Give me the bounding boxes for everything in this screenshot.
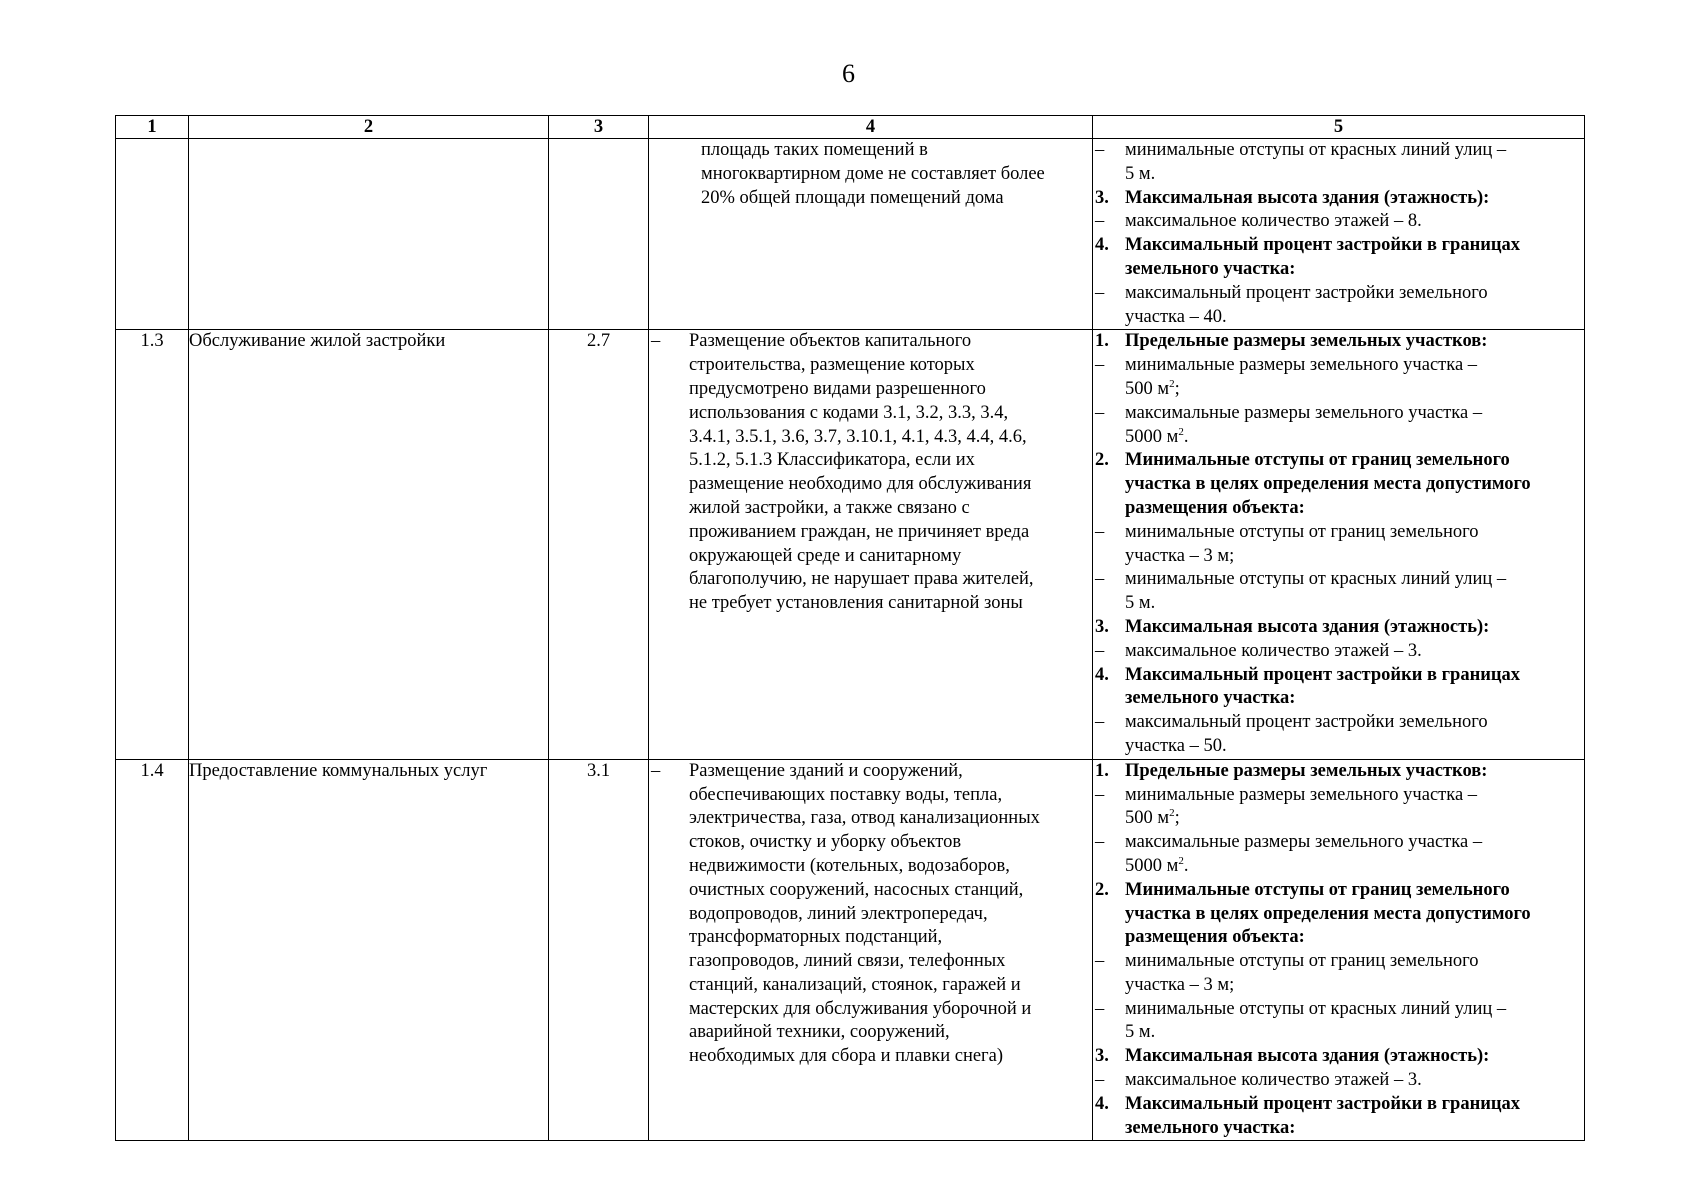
item-number: 4.: [1095, 235, 1109, 256]
list-item: [1093, 521, 1584, 545]
text-line: 3.4.1, 3.5.1, 3.6, 3.7, 3.10.1, 4.1, 4.3, 4.4, 4.6,: [689, 426, 1027, 447]
numbered-heading: [1093, 187, 1584, 211]
table-header-row: [116, 116, 1585, 139]
dash-marker: –: [1095, 712, 1105, 733]
code-cell: [549, 139, 649, 330]
item-number: 1.: [1095, 760, 1109, 781]
list-item: [1093, 545, 1584, 569]
text-line: газопроводов, линий связи, телефонных: [689, 951, 1006, 972]
numbered-heading: [1093, 330, 1584, 354]
header-col-1: 1: [116, 116, 189, 139]
item-text: минимальные отступы от красных линий улиц –: [1125, 998, 1507, 1019]
item-text: минимальные отступы от границ земельного: [1125, 951, 1479, 972]
item-number: [1093, 258, 1125, 282]
code-cell: 2.7: [549, 330, 649, 759]
table-row: [116, 139, 1585, 330]
heading-text: Минимальные отступы от границ земельного: [1125, 879, 1510, 900]
numbered-heading: [1093, 664, 1584, 688]
numbered-heading: [1093, 258, 1584, 282]
item-text: максимальное количество этажей – 8.: [1125, 211, 1422, 232]
item-number: 3.: [1095, 616, 1109, 637]
row-number-cell: [116, 139, 189, 330]
item-text: 5 м.: [1125, 163, 1156, 184]
item-number: 1.: [1095, 331, 1109, 352]
list-item: [1093, 426, 1584, 450]
heading-text: Предельные размеры земельных участков:: [1125, 331, 1488, 352]
item-number: [1093, 687, 1125, 711]
parameters-cell: [1093, 330, 1585, 759]
item-text: максимальные размеры земельного участка –: [1125, 402, 1483, 423]
dash-marker: –: [1095, 832, 1105, 853]
text-line: жилой застройки, а также связано с: [689, 497, 970, 518]
list-item: [1093, 139, 1584, 163]
heading-text: земельного участка:: [1125, 258, 1296, 279]
list-item: [1093, 210, 1584, 234]
text-line: Размещение объектов капитального: [689, 331, 972, 352]
parameters-list: [1093, 760, 1584, 1141]
item-number: 2.: [1095, 879, 1109, 900]
item-text: 5 м.: [1125, 1022, 1156, 1043]
list-item: [1093, 402, 1584, 426]
dash-marker: –: [1095, 140, 1105, 160]
zoning-regulations-table: [115, 115, 1585, 1141]
item-text: 5 м.: [1125, 593, 1156, 614]
numbered-heading: [1093, 449, 1584, 473]
text-line: станций, канализаций, стоянок, гаражей и: [689, 974, 1021, 995]
list-item: [1093, 807, 1584, 831]
text-line: водопроводов, линий электропередач,: [689, 903, 988, 924]
dash-marker: [1093, 1021, 1125, 1045]
item-text: 5000 $м^2$.: [1125, 854, 1189, 876]
description-cell: [649, 139, 1093, 330]
dash-marker: [1093, 855, 1125, 879]
use-name-cell: Обслуживание жилой застройки: [189, 330, 549, 759]
text-line: окружающей среде и санитарному: [689, 545, 962, 566]
dash-marker: –: [651, 331, 661, 352]
list-item: [1093, 378, 1584, 402]
dash-marker: –: [1095, 784, 1105, 805]
code-cell: 3.1: [549, 759, 649, 1141]
text-line: размещение необходимо для обслуживания: [689, 474, 1032, 495]
heading-text: участка в целях определения места допустимого: [1125, 903, 1531, 924]
use-name-cell: Предоставление коммунальных услуг: [189, 759, 549, 1141]
list-item: [1093, 1069, 1584, 1093]
description-text: [689, 760, 1092, 1069]
heading-text: размещения объекта:: [1125, 497, 1305, 518]
item-text: максимальный процент застройки земельного: [1125, 282, 1488, 303]
heading-text: участка в целях определения места допустимого: [1125, 474, 1531, 495]
item-number: 3.: [1095, 187, 1109, 208]
dash-marker: –: [1095, 402, 1105, 423]
description-text: [689, 330, 1092, 616]
item-text: максимальные размеры земельного участка –: [1125, 832, 1483, 853]
heading-text: Минимальные отступы от границ земельного: [1125, 450, 1510, 471]
list-item: [1093, 592, 1584, 616]
item-text: минимальные отступы от красных линий улиц –: [1125, 140, 1507, 160]
heading-text: Максимальная высота здания (этажность):: [1125, 1046, 1490, 1067]
dash-marker: –: [651, 760, 661, 781]
item-text: 500 $м^2$;: [1125, 377, 1180, 399]
item-number: [1093, 903, 1125, 927]
page-number: 6: [842, 59, 855, 88]
dash-marker: –: [1095, 355, 1105, 376]
numbered-heading: [1093, 1093, 1584, 1117]
item-text: участка – 3 м;: [1125, 545, 1235, 566]
parameters-list: [1093, 139, 1584, 329]
superscript: 2: [1178, 854, 1184, 867]
description-text: [649, 139, 1092, 210]
dash-marker: [1093, 306, 1125, 330]
table-row: [116, 759, 1585, 1141]
item-text: минимальные отступы от красных линий улиц –: [1125, 569, 1507, 590]
numbered-heading: [1093, 1045, 1584, 1069]
dash-marker: –: [1095, 998, 1105, 1019]
text-line: аварийной техники, сооружений,: [689, 1022, 950, 1043]
dash-marker: [1093, 163, 1125, 187]
item-text: максимальное количество этажей – 3.: [1125, 640, 1422, 661]
dash-marker: –: [1095, 569, 1105, 590]
superscript: 2: [1178, 425, 1184, 438]
item-text: максимальное количество этажей – 3.: [1125, 1070, 1422, 1091]
text-line: площадь таких помещений в: [701, 140, 928, 160]
heading-text: Максимальный процент застройки в границах: [1125, 1093, 1521, 1114]
heading-text: Максимальная высота здания (этажность):: [1125, 616, 1490, 637]
text-line: очистных сооружений, насосных станций,: [689, 879, 1024, 900]
list-item: [1093, 282, 1584, 306]
list-item: [1093, 163, 1584, 187]
dash-marker: –: [1095, 1070, 1105, 1091]
text-line: обеспечивающих поставку воды, тепла,: [689, 784, 1003, 805]
dash-marker: [1093, 592, 1125, 616]
text-line: благополучию, не нарушает права жителей,: [689, 569, 1034, 590]
list-item: [1093, 831, 1584, 855]
text-line: проживанием граждан, не причиняет вреда: [689, 521, 1030, 542]
list-item: [1093, 735, 1584, 759]
item-text: максимальный процент застройки земельного: [1125, 712, 1488, 733]
item-number: 4.: [1095, 664, 1109, 685]
item-text: участка – 40.: [1125, 306, 1227, 327]
list-item: [1093, 354, 1584, 378]
numbered-heading: [1093, 760, 1584, 784]
item-number: 3.: [1095, 1046, 1109, 1067]
heading-text: Максимальная высота здания (этажность):: [1125, 187, 1490, 208]
heading-text: земельного участка:: [1125, 688, 1296, 709]
heading-text: размещения объекта:: [1125, 927, 1305, 948]
dash-marker: [1093, 807, 1125, 831]
list-item: [1093, 711, 1584, 735]
heading-text: земельного участка:: [1125, 1117, 1296, 1138]
superscript: 2: [1169, 807, 1175, 820]
text-line: Размещение зданий и сооружений,: [689, 760, 963, 781]
item-text: участка – 3 м;: [1125, 974, 1235, 995]
item-text: минимальные отступы от границ земельного: [1125, 521, 1479, 542]
numbered-heading: [1093, 879, 1584, 903]
numbered-heading: [1093, 616, 1584, 640]
dash-marker: –: [1095, 211, 1105, 232]
numbered-heading: [1093, 926, 1584, 950]
text-line: не требует установления санитарной зоны: [689, 593, 1023, 614]
dash-marker: –: [1095, 951, 1105, 972]
item-number: 2.: [1095, 450, 1109, 471]
dash-marker: [1093, 426, 1125, 450]
description-cell: [649, 759, 1093, 1141]
list-item: [1093, 784, 1584, 808]
text-line: трансформаторных подстанций,: [689, 927, 943, 948]
numbered-heading: [1093, 1117, 1584, 1141]
numbered-heading: [1093, 687, 1584, 711]
header-col-2: 2: [189, 116, 549, 139]
parameters-cell: [1093, 759, 1585, 1141]
heading-text: Максимальный процент застройки в границах: [1125, 235, 1521, 256]
numbered-heading: [1093, 903, 1584, 927]
dash-marker: [1093, 735, 1125, 759]
parameters-cell: [1093, 139, 1585, 330]
table-row: [116, 330, 1585, 759]
parameters-list: [1093, 330, 1584, 758]
item-text: 500 $м^2$;: [1125, 807, 1180, 829]
header-col-3: 3: [549, 116, 649, 139]
dash-marker: [1093, 378, 1125, 402]
row-number-cell: 1.3: [116, 330, 189, 759]
numbered-heading: [1093, 473, 1584, 497]
text-line: строительства, размещение которых: [689, 355, 975, 376]
text-line: многоквартирном доме не составляет более: [701, 163, 1045, 184]
row-number-cell: 1.4: [116, 759, 189, 1141]
item-number: [1093, 473, 1125, 497]
dash-marker: –: [1095, 282, 1105, 303]
list-item: [1093, 974, 1584, 998]
text-line: стоков, очистку и уборку объектов: [689, 832, 962, 853]
header-col-5: 5: [1093, 116, 1585, 139]
text-line: 5.1.2, 5.1.3 Классификатора, если их: [689, 450, 975, 471]
item-text: минимальные размеры земельного участка –: [1125, 784, 1478, 805]
list-item: [1093, 568, 1584, 592]
description-cell: [649, 330, 1093, 759]
heading-text: Максимальный процент застройки в границах: [1125, 664, 1521, 685]
text-line: недвижимости (котельных, водозаборов,: [689, 855, 1010, 876]
text-line: предусмотрено видами разрешенного: [689, 378, 986, 399]
heading-text: Предельные размеры земельных участков:: [1125, 760, 1488, 781]
item-text: участка – 50.: [1125, 735, 1227, 756]
item-text: 5000 $м^2$.: [1125, 425, 1189, 447]
list-item: [1093, 1021, 1584, 1045]
text-line: использования с кодами 3.1, 3.2, 3.3, 3.4,: [689, 402, 1009, 423]
list-item: [1093, 950, 1584, 974]
superscript: 2: [1169, 377, 1175, 390]
dash-marker: [1093, 974, 1125, 998]
item-number: [1093, 926, 1125, 950]
dash-marker: [1093, 545, 1125, 569]
numbered-heading: [1093, 497, 1584, 521]
list-item: [1093, 640, 1584, 664]
dash-marker: –: [1095, 640, 1105, 661]
list-item: [1093, 306, 1584, 330]
text-line: мастерских для обслуживания уборочной и: [689, 998, 1032, 1019]
item-text: минимальные размеры земельного участка –: [1125, 355, 1478, 376]
item-number: [1093, 497, 1125, 521]
item-number: 4.: [1095, 1093, 1109, 1114]
text-line: электричества, газа, отвод канализационных: [689, 808, 1040, 829]
list-item: [1093, 855, 1584, 879]
use-name-cell: [189, 139, 549, 330]
numbered-heading: [1093, 234, 1584, 258]
item-number: [1093, 1117, 1125, 1141]
list-item: [1093, 998, 1584, 1022]
text-line: необходимых для сбора и плавки снега): [689, 1046, 1004, 1067]
dash-marker: –: [1095, 521, 1105, 542]
header-col-4: 4: [649, 116, 1093, 139]
text-line: 20% общей площади помещений дома: [701, 187, 1004, 208]
